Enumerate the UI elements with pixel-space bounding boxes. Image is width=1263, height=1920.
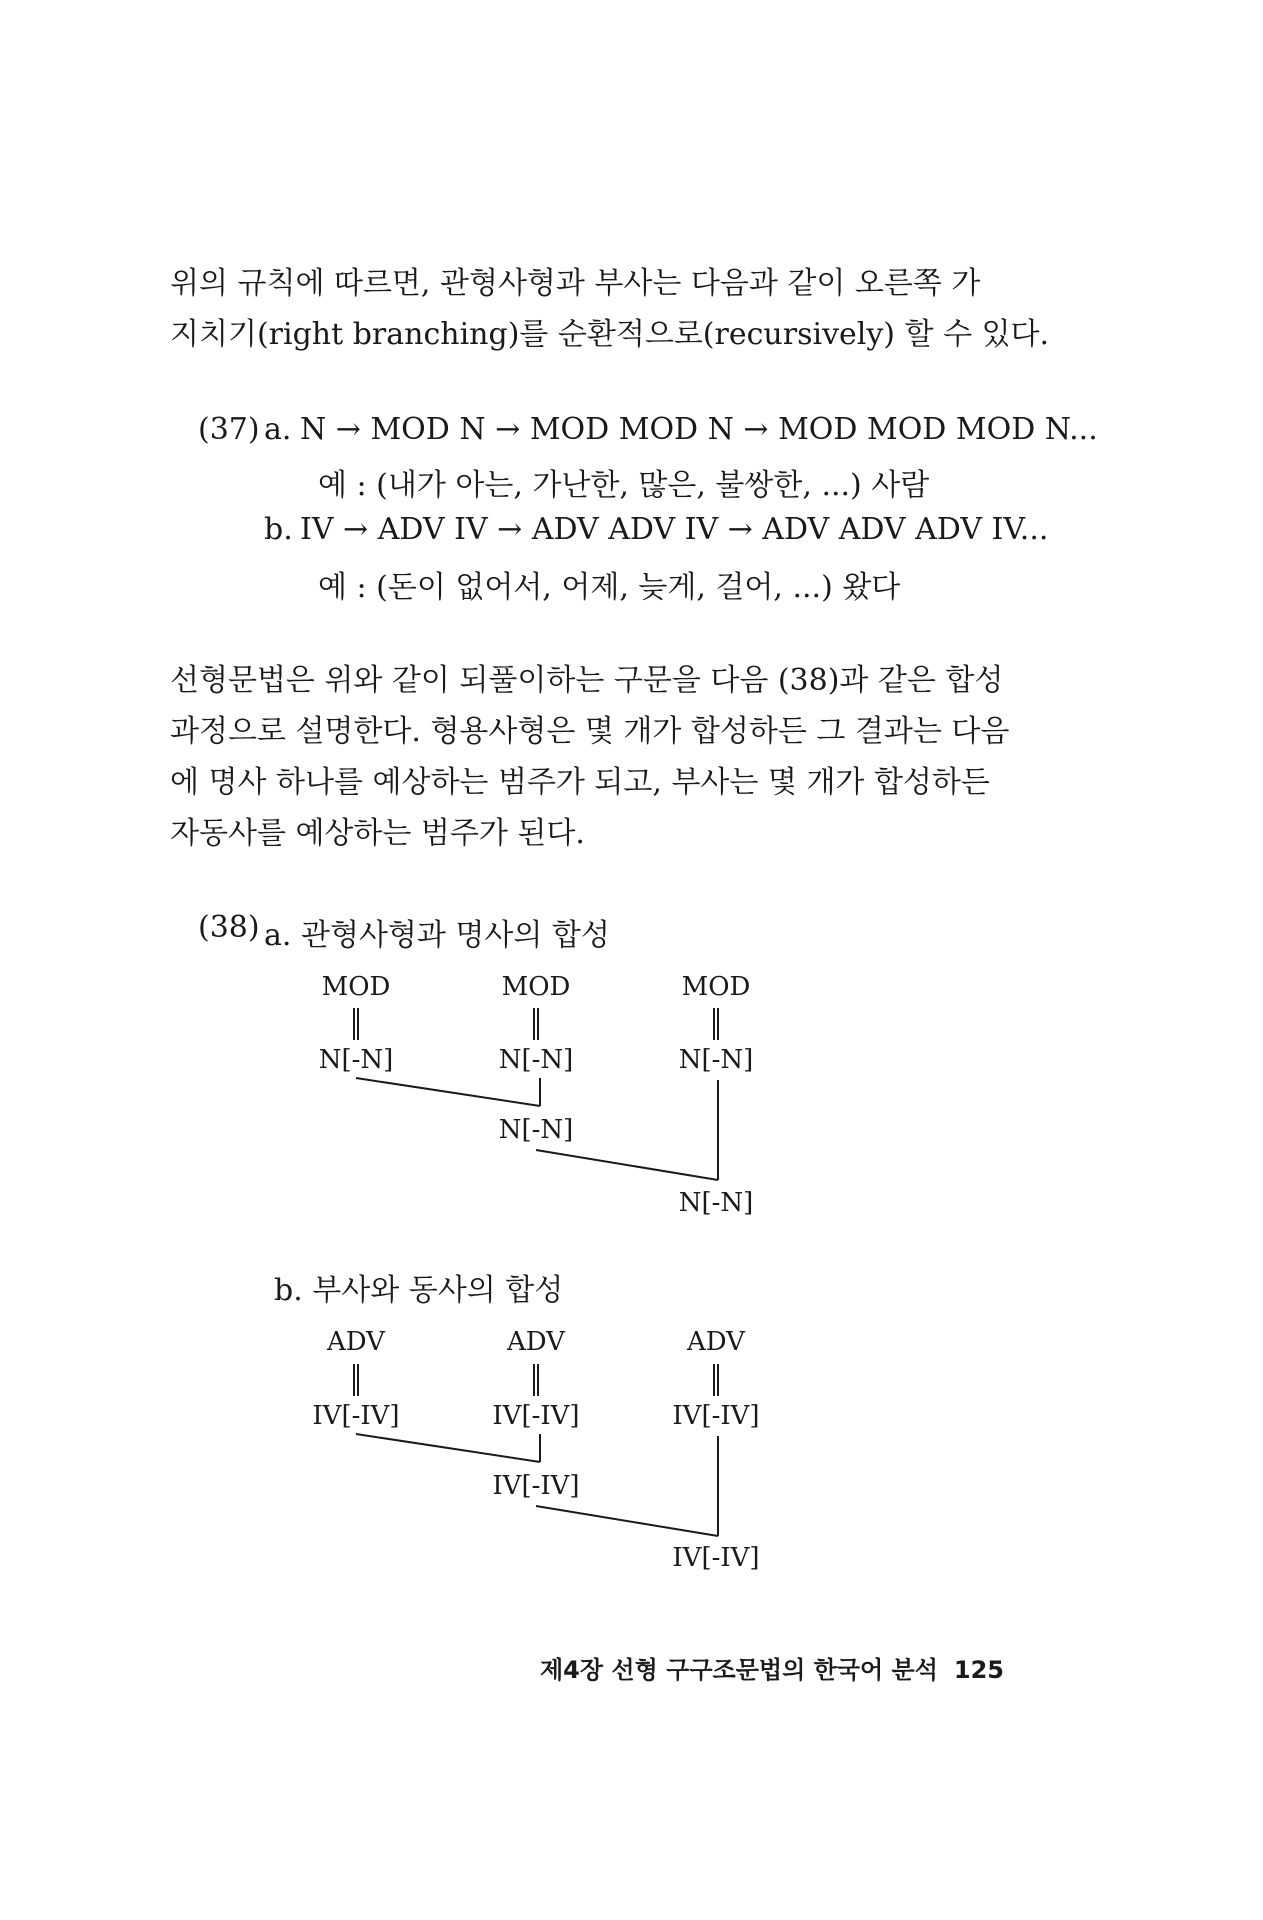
example-37b-label: b. (264, 512, 293, 547)
example-38-number: (38) (198, 910, 260, 945)
tree-a-branch-2 (536, 1150, 718, 1180)
tree-b-branch-1 (356, 1434, 540, 1462)
example-38b-heading: b. 부사와 동사의 합성 (274, 1273, 564, 1308)
tree-b-top-1: ADV (327, 1327, 385, 1357)
tree-b-top-3: ADV (687, 1327, 745, 1357)
example-37a-label: a. (264, 412, 292, 447)
body-line: 에 명사 하나를 예상하는 범주가 되고, 부사는 몇 개가 합성하든 (170, 765, 990, 800)
chapter-title: 제4장 선형 구구조문법의 한국어 분석 (540, 1656, 938, 1684)
body-line: 과정으로 설명한다. 형용사형은 몇 개가 합성하든 그 결과는 다음 (170, 714, 1010, 749)
example-37b-rule: IV → ADV IV → ADV ADV IV → ADV ADV ADV IV... (300, 512, 1049, 547)
tree-a-result: N[-N] (678, 1188, 754, 1218)
tree-b-cat-2: IV[-IV] (492, 1401, 580, 1431)
example-37a-rule: N → MOD N → MOD MOD N → MOD MOD MOD N... (300, 412, 1098, 447)
tree-b-branch-2 (536, 1506, 718, 1536)
body-line: 자동사를 예상하는 범주가 된다. (170, 816, 585, 851)
tree-a-cat-3: N[-N] (678, 1045, 754, 1075)
tree-b-cat-3: IV[-IV] (672, 1401, 760, 1431)
example-38a-heading: a. 관형사형과 명사의 합성 (264, 918, 610, 953)
tree-b-result: IV[-IV] (672, 1543, 760, 1573)
tree-a-cat-2: N[-N] (498, 1045, 574, 1075)
example-37a-example: 예 : (내가 아는, 가난한, 많은, 불쌍한, ...) 사람 (318, 468, 930, 503)
tree-a-top-2: MOD (501, 972, 571, 1002)
tree-a-branch-1 (356, 1078, 540, 1106)
intro-line: 위의 규칙에 따르면, 관형사형과 부사는 다음과 같이 오른쪽 가 (170, 266, 981, 301)
page-number: 125 (953, 1656, 1004, 1684)
tree-b-cat-1: IV[-IV] (312, 1401, 400, 1431)
tree-a-top-1: MOD (321, 972, 391, 1002)
tree-a-mid: N[-N] (498, 1115, 574, 1145)
example-37b-example: 예 : (돈이 없어서, 어제, 늦게, 걸어, ...) 왔다 (318, 570, 901, 605)
running-footer (540, 1650, 1004, 1685)
tree-a-top-3: MOD (681, 972, 751, 1002)
intro-line: 지치기(right branching)를 순환적으로(recursively) 할 수 있다. (170, 317, 1050, 352)
tree-b (312, 1327, 759, 1573)
tree-a (319, 972, 754, 1218)
tree-a-cat-1: N[-N] (318, 1045, 394, 1075)
tree-b-top-2: ADV (507, 1327, 565, 1357)
body-line: 선형문법은 위와 같이 되풀이하는 구문을 다음 (38)과 같은 합성 (170, 663, 1004, 698)
tree-b-mid: IV[-IV] (492, 1471, 580, 1501)
example-37-number: (37) (198, 412, 260, 447)
